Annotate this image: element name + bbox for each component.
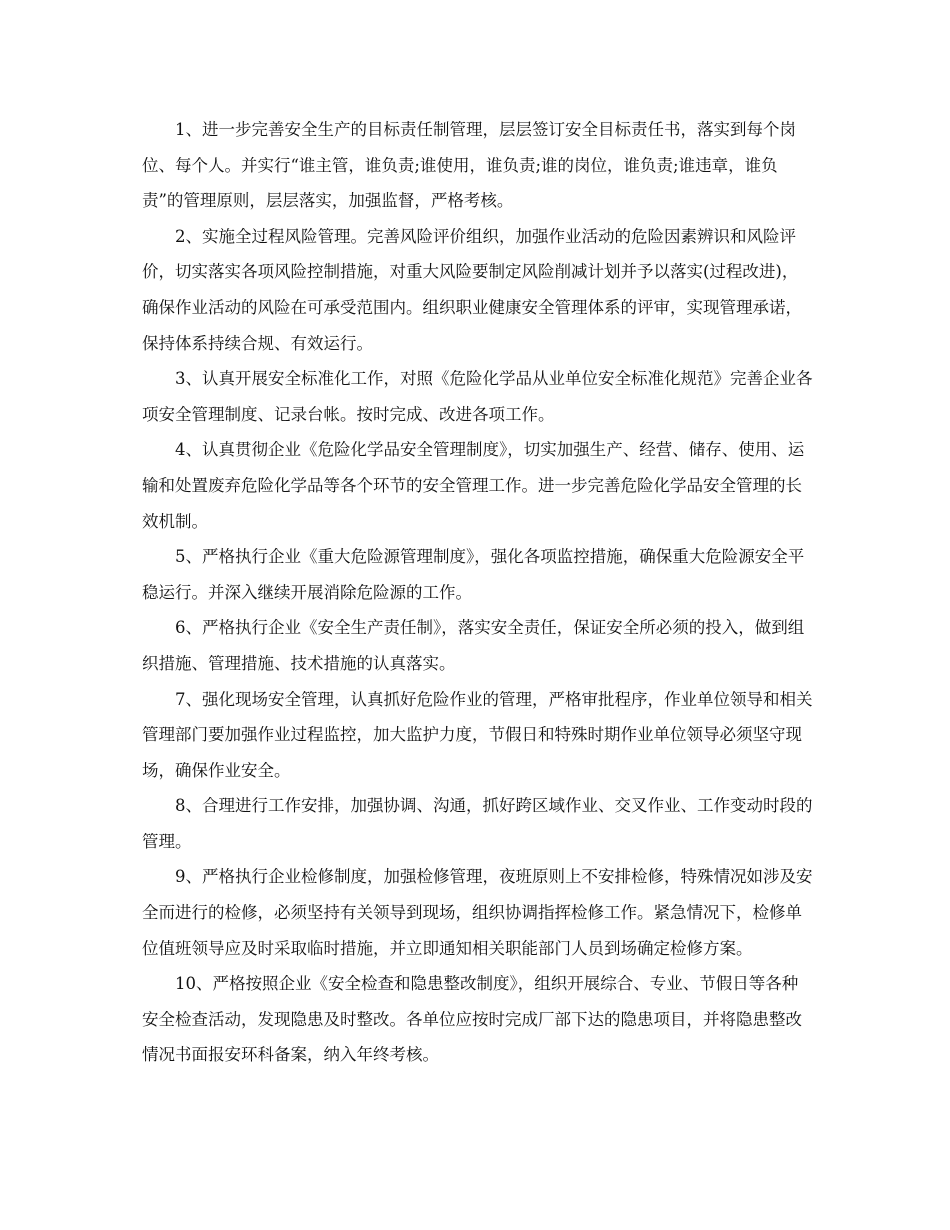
paragraph-8: 8、合理进行工作安排，加强协调、沟通，抓好跨区域作业、交叉作业、工作变动时段的管理。 <box>142 796 813 851</box>
paragraph-10: 10、严格按照企业《安全检查和隐患整改制度》，组织开展综合、专业、节假日等各种安全检查活动，发现隐患及时整改。各单位应按时完成厂部下达的隐患项目，并将隐患整改情况书面报安环科备案，纳入年终考核。 <box>142 974 802 1065</box>
document-page <box>142 112 814 1073</box>
paragraph-6: 6、严格执行企业《安全生产责任制》，落实安全责任，保证安全所必须的投入，做到组织措施、管理措施、技术措施的认真落实。 <box>142 618 805 673</box>
paragraph-1: 1、进一步完善安全生产的目标责任制管理，层层签订安全目标责任书，落实到每个岗位、每个人。并实行“谁主管，谁负责;谁使用，谁负责;谁的岗位，谁负责;谁违章，谁负责”的管理原则，层层落实，加强监督，严格考核。 <box>142 120 796 211</box>
paragraph-7: 7、强化现场安全管理，认真抓好危险作业的管理，严格审批程序，作业单位领导和相关管理部门要加强作业过程监控，加大监护力度，节假日和特殊时期作业单位领导必须坚守现场，确保作业安全。 <box>142 689 813 780</box>
paragraph-2: 2、实施全过程风险管理。完善风险评价组织，加强作业活动的危险因素辨识和风险评价，切实落实各项风险控制措施，对重大风险要制定风险削减计划并予以落实(过程改进)，确保作业活动的风险在可承受范围内。组织职业健康安全管理体系的评审，实现管理承诺，保持体系持续合规、有效运行。 <box>142 226 802 353</box>
paragraph-5: 5、严格执行企业《重大危险源管理制度》，强化各项监控措施，确保重大危险源安全平稳运行。并深入继续开展消除危险源的工作。 <box>142 547 805 602</box>
paragraph-4: 4、认真贯彻企业《危险化学品安全管理制度》，切实加强生产、经营、储存、使用、运输和处置废弃危险化学品等各个环节的安全管理工作。进一步完善危险化学品安全管理的长效机制。 <box>142 440 805 531</box>
paragraph-9: 9、严格执行企业检修制度，加强检修管理，夜班原则上不安排检修，特殊情况如涉及安全而进行的检修，必须坚持有关领导到现场，组织协调指挥检修工作。紧急情况下，检修单位值班领导应及时采取临时措施，并立即通知相关职能部门人员到场确定检修方案。 <box>142 867 813 958</box>
paragraph-3: 3、认真开展安全标准化工作，对照《危险化学品从业单位安全标准化规范》完善企业各项安全管理制度、记录台帐。按时完成、改进各项工作。 <box>142 369 813 424</box>
